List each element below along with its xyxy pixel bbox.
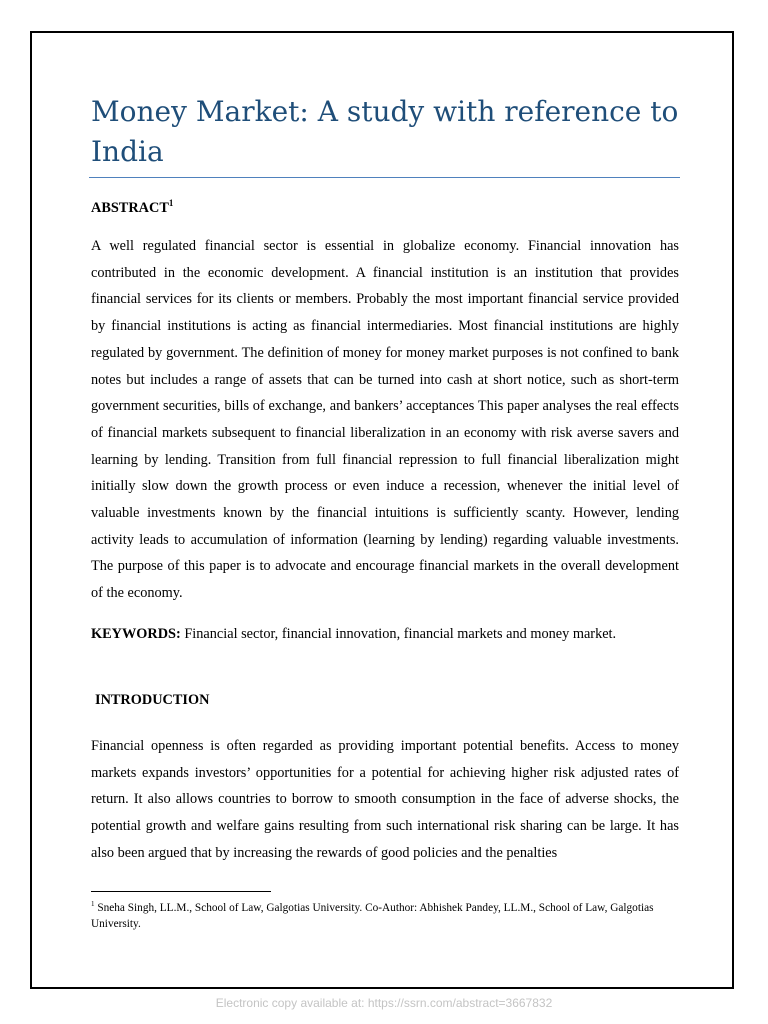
footnote-mark: 1 bbox=[91, 900, 95, 909]
abstract-heading-label: ABSTRACT bbox=[91, 200, 169, 216]
paper-title: Money Market: A study with reference to India bbox=[91, 95, 679, 168]
ssrn-watermark[interactable]: Electronic copy available at: https://ssrn.com/abstract=3667832 bbox=[215, 996, 553, 1010]
keywords-line bbox=[91, 624, 691, 644]
abstract-paragraph: A well regulated financial sector is essential in globalize economy. Financial innovation has contributed in the economic development. A financial institution is an institution that provides financial services for its clients or members. Probably the most important financial service provided by financial institutions is acting as financial intermediaries. Most financial institutions are highly regulated by government. The definition of money for money market purposes is not confined to bank notes but includes a range of assets that can be turned into cash at short notice, such as short-term government securities, bills of exchange, and bankers’ acceptances This paper analyses the real effects of financial markets subsequent to financial liberalization in an economy with risk averse savers and learning by lending. Transition from full financial repression to full financial liberalization might initially slow down the growth process or even induce a recession, whenever the initial level of valuable investments known by the financial intuitions is sufficiently scanty. However, lending activity leads to accumulation of information (learning by lending) regarding valuable investments. The purpose of this paper is to advocate and encourage financial markets in the overall development of the economy. bbox=[91, 238, 679, 602]
introduction-heading: INTRODUCTION bbox=[95, 692, 210, 708]
footnote-reference[interactable]: 1 bbox=[168, 198, 174, 209]
keywords-label: KEYWORDS: bbox=[91, 626, 181, 642]
abstract-heading bbox=[91, 198, 173, 218]
title-underline bbox=[89, 177, 680, 178]
introduction-paragraph: Financial openness is often regarded as providing important potential benefits. Access to money markets expands investors’ opportunities for a potential for achieving higher risk adjusted rates of return. It also allows countries to borrow to smooth consumption in the face of adverse shocks, the potential growth and welfare gains resulting from such international risk sharing can be large. It has also been argued that by increasing the rewards of good policies and the penalties bbox=[91, 738, 679, 861]
footnote-text: Sneha Singh, LL.M., School of Law, Galgotias University. Co-Author: Abhishek Pandey, LL.M., School of Law, Galgotias University. bbox=[91, 902, 654, 930]
footnote-separator bbox=[91, 891, 271, 892]
keywords-text: Financial sector, financial innovation, financial markets and money market. bbox=[184, 626, 617, 642]
footnote bbox=[91, 900, 691, 932]
